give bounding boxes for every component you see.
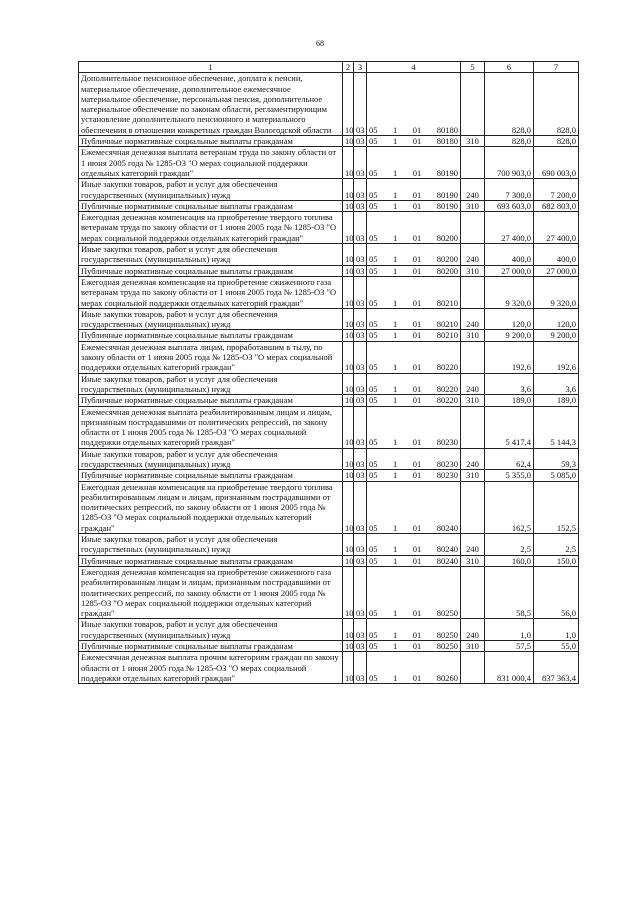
row-amount-year2: 55,0: [534, 641, 579, 652]
row-expense-type: [461, 406, 485, 448]
row-subsection: 03: [354, 147, 367, 179]
csr-part: 1: [393, 608, 398, 619]
row-expense-type: 310: [461, 265, 485, 276]
row-name: Иные закупки товаров, работ и услуг для обеспечения государственных (муниципальных) нужд: [79, 244, 343, 266]
csr-part: 80190: [436, 189, 458, 200]
csr-part: 05: [369, 330, 378, 341]
csr-part: 80220: [436, 383, 458, 394]
row-subsection: 03: [354, 212, 367, 244]
row-expense-type: 310: [461, 200, 485, 211]
row-amount-year1: 400,0: [485, 244, 534, 266]
table-row: [79, 136, 579, 147]
csr-part: 01: [412, 254, 422, 265]
budget-table: [78, 61, 579, 684]
row-amount-year2: 5 144,3: [534, 406, 579, 448]
csr-part: 05: [369, 362, 378, 373]
row-amount-year2: 3,6: [534, 373, 579, 395]
row-amount-year1: 7 300,0: [485, 179, 534, 201]
row-name: Публичные нормативные социальные выплаты гражданам: [79, 136, 343, 147]
csr-part: 05: [369, 297, 378, 308]
csr-part: 01: [412, 437, 422, 448]
row-section: 10: [343, 619, 354, 641]
row-target-article: [367, 308, 461, 330]
row-section: 10: [343, 341, 354, 373]
row-amount-year2: 7 200,0: [534, 179, 579, 201]
header-col-4: 4: [367, 62, 461, 73]
table-row: [79, 179, 579, 201]
row-amount-year1: 828,0: [485, 73, 534, 136]
row-name: Иные закупки товаров, работ и услуг для обеспечения государственных (муниципальных) нужд: [79, 534, 343, 556]
row-amount-year1: 1,0: [485, 619, 534, 641]
csr-part: 80200: [436, 265, 458, 276]
csr-part: 80200: [436, 232, 458, 243]
row-section: 10: [343, 555, 354, 566]
row-name: Публичные нормативные социальные выплаты гражданам: [79, 200, 343, 211]
row-amount-year1: 831 000,4: [485, 652, 534, 684]
csr-part: 05: [369, 319, 378, 330]
row-subsection: 03: [354, 641, 367, 652]
row-amount-year2: 828,0: [534, 73, 579, 136]
csr-part: 80240: [436, 522, 458, 533]
header-col-1: 1: [79, 62, 343, 73]
table-row: [79, 406, 579, 448]
row-section: 10: [343, 481, 354, 533]
row-amount-year1: 9 200,0: [485, 330, 534, 341]
row-amount-year2: 9 200,0: [534, 330, 579, 341]
csr-part: 01: [412, 383, 422, 394]
table-row: [79, 566, 579, 618]
csr-part: 05: [369, 544, 378, 555]
row-subsection: 03: [354, 341, 367, 373]
row-section: 10: [343, 179, 354, 201]
csr-part: 80180: [436, 136, 458, 147]
row-section: 10: [343, 406, 354, 448]
csr-part: 80210: [436, 330, 458, 341]
row-subsection: 03: [354, 470, 367, 481]
row-target-article: [367, 481, 461, 533]
row-subsection: 03: [354, 373, 367, 395]
header-col-7: 7: [534, 62, 579, 73]
row-subsection: 03: [354, 619, 367, 641]
row-section: 10: [343, 200, 354, 211]
csr-part: 1: [393, 265, 398, 276]
csr-part: 05: [369, 136, 378, 147]
csr-part: 05: [369, 672, 378, 683]
csr-part: 80220: [436, 395, 458, 406]
row-amount-year2: 192,6: [534, 341, 579, 373]
row-name: Публичные нормативные социальные выплаты гражданам: [79, 641, 343, 652]
row-section: 10: [343, 448, 354, 470]
csr-part: 1: [393, 136, 398, 147]
row-name: Иные закупки товаров, работ и услуг для обеспечения государственных (муниципальных) нужд: [79, 448, 343, 470]
csr-part: 01: [412, 522, 422, 533]
row-subsection: 03: [354, 566, 367, 618]
csr-part: 1: [393, 330, 398, 341]
csr-part: 1: [393, 544, 398, 555]
row-name: Иные закупки товаров, работ и услуг для обеспечения государственных (муниципальных) нужд: [79, 619, 343, 641]
row-amount-year1: 3,6: [485, 373, 534, 395]
header-col-2: 2: [343, 62, 354, 73]
csr-part: 01: [412, 136, 422, 147]
row-target-article: [367, 341, 461, 373]
row-subsection: 03: [354, 179, 367, 201]
row-target-article: [367, 534, 461, 556]
csr-part: 80210: [436, 297, 458, 308]
row-expense-type: 310: [461, 555, 485, 566]
row-target-article: [367, 244, 461, 266]
csr-part: 01: [412, 319, 422, 330]
csr-part: 80230: [436, 470, 458, 481]
csr-part: 05: [369, 124, 378, 135]
row-section: 10: [343, 147, 354, 179]
csr-part: 05: [369, 265, 378, 276]
row-name: Публичные нормативные социальные выплаты гражданам: [79, 265, 343, 276]
row-target-article: [367, 147, 461, 179]
csr-part: 80250: [436, 641, 458, 652]
row-amount-year2: 120,0: [534, 308, 579, 330]
row-amount-year1: 9 320,0: [485, 276, 534, 308]
csr-part: 05: [369, 522, 378, 533]
csr-part: 80240: [436, 555, 458, 566]
row-name: Иные закупки товаров, работ и услуг для обеспечения государственных (муниципальных) нужд: [79, 373, 343, 395]
csr-part: 01: [412, 189, 422, 200]
csr-part: 1: [393, 189, 398, 200]
csr-part: 1: [393, 629, 398, 640]
csr-part: 1: [393, 395, 398, 406]
table-row: [79, 212, 579, 244]
csr-part: 1: [393, 641, 398, 652]
csr-part: 1: [393, 232, 398, 243]
csr-part: 01: [412, 470, 422, 481]
table-row: [79, 555, 579, 566]
csr-part: 01: [412, 297, 422, 308]
header-col-3: 3: [354, 62, 367, 73]
row-section: 10: [343, 373, 354, 395]
table-row: [79, 641, 579, 652]
row-expense-type: [461, 212, 485, 244]
row-expense-type: 310: [461, 470, 485, 481]
table-row: [79, 652, 579, 684]
row-amount-year2: 189,0: [534, 395, 579, 406]
table-row: [79, 373, 579, 395]
table-header-row: [79, 62, 579, 73]
csr-part: 80210: [436, 319, 458, 330]
row-name: Ежегодная денежная компенсация на приобретение твердого топлива реабилитированным лицам и лицам, признанным пострадавшими от политических репрессий, по закону области от 1 июня 2005 года № 1285-ОЗ "О мерах социальной поддержки отдельных категорий граждан": [79, 481, 343, 533]
row-target-article: [367, 555, 461, 566]
row-name: Ежегодная денежная компенсация на приобретение сжиженного газа ветеранам труда по закону области от 1 июня 2005 года № 1285-ОЗ "О мерах социальной поддержки отдельных категорий граждан": [79, 276, 343, 308]
row-subsection: 03: [354, 406, 367, 448]
row-target-article: [367, 73, 461, 136]
csr-part: 80260: [436, 672, 458, 683]
csr-part: 01: [412, 330, 422, 341]
row-name: Ежемесячная денежная выплата ветеранам труда по закону области от 1 июня 2005 года № 1285-ОЗ "О мерах социальной поддержки отдельных категорий граждан": [79, 147, 343, 179]
csr-part: 1: [393, 319, 398, 330]
row-amount-year2: 27 000,0: [534, 265, 579, 276]
row-section: 10: [343, 652, 354, 684]
table-row: [79, 73, 579, 136]
row-name: Публичные нормативные социальные выплаты гражданам: [79, 555, 343, 566]
row-subsection: 03: [354, 244, 367, 266]
csr-part: 01: [412, 608, 422, 619]
table-row: [79, 330, 579, 341]
row-subsection: 03: [354, 555, 367, 566]
row-amount-year2: 2,5: [534, 534, 579, 556]
row-amount-year1: 2,5: [485, 534, 534, 556]
csr-part: 1: [393, 522, 398, 533]
row-subsection: 03: [354, 534, 367, 556]
csr-part: 80220: [436, 362, 458, 373]
row-section: 10: [343, 566, 354, 618]
csr-part: 01: [412, 167, 422, 178]
row-name: Публичные нормативные социальные выплаты гражданам: [79, 470, 343, 481]
row-amount-year1: 828,0: [485, 136, 534, 147]
row-target-article: [367, 619, 461, 641]
header-col-6: 6: [485, 62, 534, 73]
row-target-article: [367, 448, 461, 470]
csr-part: 05: [369, 555, 378, 566]
csr-part: 05: [369, 383, 378, 394]
row-subsection: 03: [354, 448, 367, 470]
row-expense-type: 310: [461, 136, 485, 147]
row-amount-year2: 27 400,0: [534, 212, 579, 244]
row-section: 10: [343, 308, 354, 330]
csr-part: 05: [369, 629, 378, 640]
csr-part: 1: [393, 362, 398, 373]
csr-part: 01: [412, 629, 422, 640]
header-col-5: 5: [461, 62, 485, 73]
row-expense-type: [461, 341, 485, 373]
row-name: Ежемесячная денежная выплата реабилитированным лицам и лицам, признанным пострадавшими от политических репрессий, по закону области от 1 июня 2005 года № 1285-ОЗ "О мерах социальной поддержки отдельных категорий граждан": [79, 406, 343, 448]
row-name: Иные закупки товаров, работ и услуг для обеспечения государственных (муниципальных) нужд: [79, 179, 343, 201]
row-name: Ежегодная денежная компенсация на приобретение сжиженного газа реабилитированным лицам и лицам, признанным пострадавшими от политических репрессий, по закону области от 1 июня 2005 года № 1285-ОЗ "О мерах социальной поддержки отдельных категорий граждан": [79, 566, 343, 618]
csr-part: 05: [369, 437, 378, 448]
csr-part: 01: [412, 458, 422, 469]
csr-part: 1: [393, 200, 398, 211]
row-subsection: 03: [354, 652, 367, 684]
row-amount-year1: 5 417,4: [485, 406, 534, 448]
row-section: 10: [343, 136, 354, 147]
csr-part: 01: [412, 124, 422, 135]
table-row: [79, 470, 579, 481]
row-name: Иные закупки товаров, работ и услуг для обеспечения государственных (муниципальных) нужд: [79, 308, 343, 330]
row-target-article: [367, 641, 461, 652]
csr-part: 05: [369, 608, 378, 619]
row-target-article: [367, 470, 461, 481]
csr-part: 01: [412, 265, 422, 276]
csr-part: 1: [393, 383, 398, 394]
csr-part: 01: [412, 200, 422, 211]
row-subsection: 03: [354, 73, 367, 136]
row-amount-year2: 400,0: [534, 244, 579, 266]
row-subsection: 03: [354, 136, 367, 147]
row-amount-year2: 837 363,4: [534, 652, 579, 684]
row-amount-year2: 152,5: [534, 481, 579, 533]
row-target-article: [367, 566, 461, 618]
row-amount-year2: 56,0: [534, 566, 579, 618]
csr-part: 80250: [436, 629, 458, 640]
row-target-article: [367, 373, 461, 395]
row-amount-year1: 189,0: [485, 395, 534, 406]
table-row: [79, 534, 579, 556]
row-section: 10: [343, 534, 354, 556]
row-expense-type: 240: [461, 534, 485, 556]
row-expense-type: [461, 481, 485, 533]
row-amount-year2: 682 803,0: [534, 200, 579, 211]
row-amount-year1: 27 000,0: [485, 265, 534, 276]
row-amount-year1: 160,0: [485, 555, 534, 566]
row-expense-type: 310: [461, 641, 485, 652]
row-amount-year1: 5 355,0: [485, 470, 534, 481]
csr-part: 01: [412, 672, 422, 683]
row-expense-type: 310: [461, 395, 485, 406]
row-target-article: [367, 276, 461, 308]
row-section: 10: [343, 276, 354, 308]
row-subsection: 03: [354, 330, 367, 341]
row-name: Публичные нормативные социальные выплаты гражданам: [79, 330, 343, 341]
csr-part: 1: [393, 167, 398, 178]
row-target-article: [367, 136, 461, 147]
csr-part: 01: [412, 544, 422, 555]
table-row: [79, 341, 579, 373]
table-row: [79, 265, 579, 276]
row-amount-year1: 57,5: [485, 641, 534, 652]
row-expense-type: [461, 276, 485, 308]
row-section: 10: [343, 73, 354, 136]
row-name: Дополнительное пенсионное обеспечение, доплата к пенсии, материальное обеспечение, дополнительное ежемесячное материальное обеспечение, персональная пенсия, дополнительное материальное обеспечение по законам области, регламентирующим установление дополнительного пенсионного и материального обеспечения в отношении конкретных граждан Вологодской области: [79, 73, 343, 136]
row-amount-year1: 700 903,0: [485, 147, 534, 179]
csr-part: 80230: [436, 458, 458, 469]
table-row: [79, 244, 579, 266]
table-row: [79, 147, 579, 179]
row-section: 10: [343, 641, 354, 652]
csr-part: 80200: [436, 254, 458, 265]
row-target-article: [367, 200, 461, 211]
csr-part: 1: [393, 672, 398, 683]
row-target-article: [367, 652, 461, 684]
csr-part: 1: [393, 470, 398, 481]
row-expense-type: 310: [461, 330, 485, 341]
row-amount-year2: 1,0: [534, 619, 579, 641]
row-subsection: 03: [354, 200, 367, 211]
csr-part: 80240: [436, 544, 458, 555]
csr-part: 1: [393, 555, 398, 566]
csr-part: 01: [412, 232, 422, 243]
row-amount-year2: 5 085,0: [534, 470, 579, 481]
row-expense-type: 240: [461, 179, 485, 201]
row-target-article: [367, 406, 461, 448]
row-amount-year1: 120,0: [485, 308, 534, 330]
csr-part: 05: [369, 254, 378, 265]
csr-part: 80230: [436, 437, 458, 448]
row-section: 10: [343, 330, 354, 341]
row-expense-type: 240: [461, 244, 485, 266]
csr-part: 05: [369, 232, 378, 243]
csr-part: 1: [393, 124, 398, 135]
table-row: [79, 619, 579, 641]
csr-part: 80190: [436, 167, 458, 178]
row-expense-type: 240: [461, 448, 485, 470]
csr-part: 1: [393, 254, 398, 265]
csr-part: 80250: [436, 608, 458, 619]
row-amount-year1: 58,5: [485, 566, 534, 618]
row-amount-year1: 693 603,0: [485, 200, 534, 211]
row-expense-type: [461, 652, 485, 684]
table-row: [79, 200, 579, 211]
table-row: [79, 308, 579, 330]
row-expense-type: 240: [461, 308, 485, 330]
row-expense-type: [461, 566, 485, 618]
csr-part: 80190: [436, 200, 458, 211]
row-section: 10: [343, 470, 354, 481]
row-expense-type: [461, 73, 485, 136]
csr-part: 05: [369, 167, 378, 178]
row-target-article: [367, 330, 461, 341]
row-amount-year2: 59,3: [534, 448, 579, 470]
row-expense-type: 240: [461, 619, 485, 641]
row-section: 10: [343, 212, 354, 244]
row-amount-year1: 27 400,0: [485, 212, 534, 244]
row-subsection: 03: [354, 308, 367, 330]
row-expense-type: 240: [461, 373, 485, 395]
row-amount-year2: 690 003,0: [534, 147, 579, 179]
row-expense-type: [461, 147, 485, 179]
row-subsection: 03: [354, 481, 367, 533]
csr-part: 01: [412, 362, 422, 373]
csr-part: 05: [369, 395, 378, 406]
table-row: [79, 276, 579, 308]
row-subsection: 03: [354, 276, 367, 308]
csr-part: 01: [412, 555, 422, 566]
csr-part: 05: [369, 470, 378, 481]
row-name: Ежемесячная денежная выплата лицам, проработавшим в тылу, по закону области от 1 июня 2005 года № 1285-ОЗ "О мерах социальной поддержки отдельных категорий граждан": [79, 341, 343, 373]
csr-part: 05: [369, 458, 378, 469]
row-subsection: 03: [354, 265, 367, 276]
page-number: 68: [316, 39, 324, 48]
csr-part: 05: [369, 641, 378, 652]
row-name: Ежегодная денежная компенсация на приобретение твердого топлива ветеранам труда по закону области от 1 июня 2005 года № 1285-ОЗ "О мерах социальной поддержки отдельных категорий граждан": [79, 212, 343, 244]
row-name: Публичные нормативные социальные выплаты гражданам: [79, 395, 343, 406]
row-section: 10: [343, 265, 354, 276]
row-amount-year2: 9 320,0: [534, 276, 579, 308]
row-target-article: [367, 265, 461, 276]
row-section: 10: [343, 395, 354, 406]
row-section: 10: [343, 244, 354, 266]
csr-part: 1: [393, 458, 398, 469]
csr-part: 1: [393, 297, 398, 308]
table-row: [79, 481, 579, 533]
row-amount-year1: 192,6: [485, 341, 534, 373]
row-subsection: 03: [354, 395, 367, 406]
row-target-article: [367, 212, 461, 244]
row-amount-year2: 150,0: [534, 555, 579, 566]
row-amount-year1: 162,5: [485, 481, 534, 533]
csr-part: 1: [393, 437, 398, 448]
row-amount-year2: 828,0: [534, 136, 579, 147]
row-target-article: [367, 395, 461, 406]
row-target-article: [367, 179, 461, 201]
csr-part: 01: [412, 395, 422, 406]
csr-part: 01: [412, 641, 422, 652]
row-name: Ежемесячная денежная выплата прочим категориям граждан по закону области от 1 июня 2005 года № 1285-ОЗ "О мерах социальной поддержки отдельных категорий граждан": [79, 652, 343, 684]
table-row: [79, 448, 579, 470]
csr-part: 05: [369, 200, 378, 211]
csr-part: 05: [369, 189, 378, 200]
table-row: [79, 395, 579, 406]
csr-part: 80180: [436, 124, 458, 135]
row-amount-year1: 62,4: [485, 448, 534, 470]
